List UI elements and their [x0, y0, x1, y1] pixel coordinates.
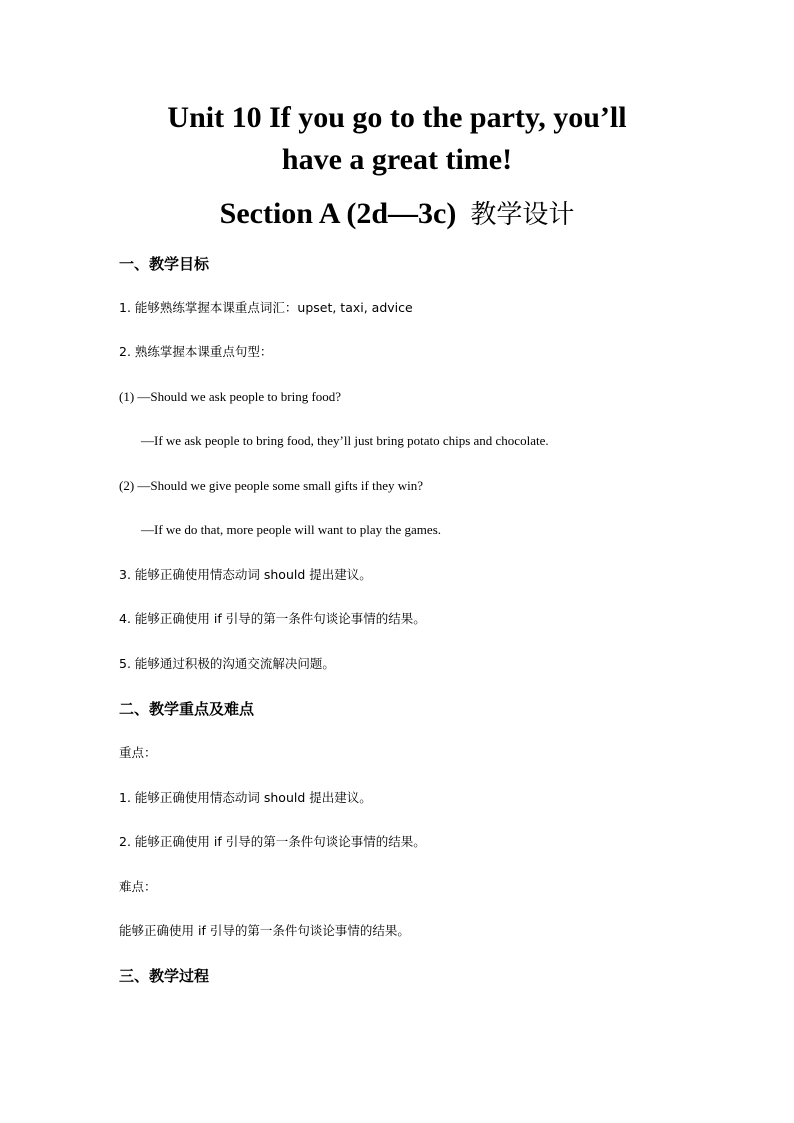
sentence-question-2: (2) —Should we give people some small gifts if they win?: [119, 478, 424, 493]
objective-item-2: 2. 熟练掌握本课重点句型：: [119, 344, 273, 359]
subtitle-section-label: Section A (2d—3c): [219, 197, 457, 230]
objective-item-4: 4. 能够正确使用 if 引导的第一条件句谈论事情的结果。: [119, 611, 426, 626]
sentence-answer-2: —If we do that, more people will want to play the games.: [141, 522, 442, 537]
document-title-line-1: Unit 10 If you go to the party, you’ll: [167, 101, 627, 134]
key-point-1: 1. 能够正确使用情态动词 should 提出建议。: [119, 790, 372, 805]
sentence-question-1: (1) —Should we ask people to bring food?: [119, 389, 342, 404]
key-points-label: 重点：: [119, 745, 157, 760]
difficult-points-label: 难点：: [119, 879, 157, 894]
heading-objectives: 一、教学目标: [119, 255, 210, 273]
document-subtitle: [0, 196, 794, 233]
heading-key-points: 二、教学重点及难点: [119, 700, 255, 718]
objective-item-5: 5. 能够通过积极的沟通交流解决问题。: [119, 656, 335, 671]
difficult-point-1: 能够正确使用 if 引导的第一条件句谈论事情的结果。: [119, 923, 410, 938]
subtitle-chinese-label: 教学设计: [470, 200, 575, 230]
objective-item-1: 1. 能够熟练掌握本课重点词汇：upset, taxi, advice: [119, 300, 413, 315]
key-point-2: 2. 能够正确使用 if 引导的第一条件句谈论事情的结果。: [119, 834, 426, 849]
heading-teaching-process: 三、教学过程: [119, 967, 210, 985]
sentence-answer-1: —If we ask people to bring food, they’ll just bring potato chips and chocolate.: [141, 433, 549, 448]
document-title-line-2: have a great time!: [281, 143, 513, 176]
objective-item-3: 3. 能够正确使用情态动词 should 提出建议。: [119, 567, 372, 582]
